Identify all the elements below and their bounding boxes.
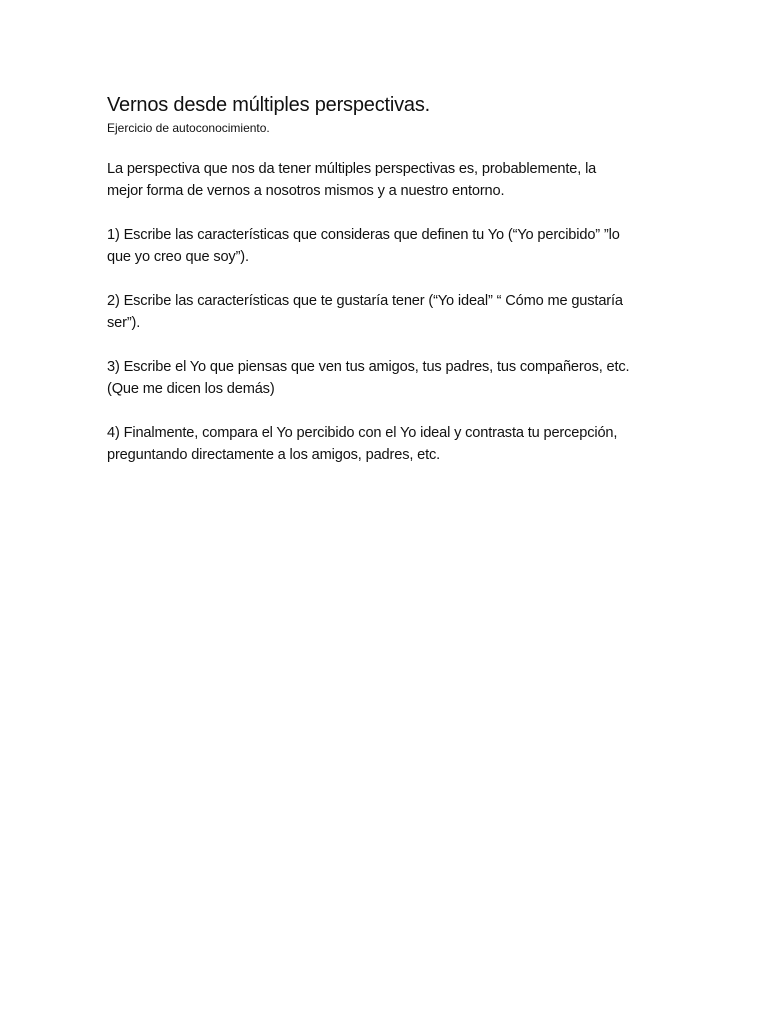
exercise-item-1 xyxy=(107,224,692,268)
exercise-item-4-line-2: preguntando directamente a los amigos, padres, etc. xyxy=(107,447,441,463)
exercise-item-1-line-2: que yo creo que soy”). xyxy=(107,249,249,265)
exercise-item-3 xyxy=(107,356,692,400)
intro-line-2: mejor forma de vernos a nosotros mismos y a nuestro entorno. xyxy=(107,183,505,199)
exercise-item-4-line-1: 4) Finalmente, compara el Yo percibido con el Yo ideal y contrasta tu percepción, xyxy=(107,425,618,441)
document-page xyxy=(107,92,692,466)
document-subtitle: Ejercicio de autoconocimiento. xyxy=(107,121,270,135)
exercise-item-2 xyxy=(107,290,692,334)
intro-paragraph xyxy=(107,158,692,202)
document-title: Vernos desde múltiples perspectivas. xyxy=(107,94,430,116)
exercise-item-3-line-2: (Que me dicen los demás) xyxy=(107,381,275,397)
intro-line-1: La perspectiva que nos da tener múltiples perspectivas es, probablemente, la xyxy=(107,161,597,177)
exercise-item-1-line-1: 1) Escribe las características que consideras que definen tu Yo (“Yo percibido” ”lo xyxy=(107,227,620,243)
exercise-item-4 xyxy=(107,422,692,466)
exercise-item-2-line-2: ser”). xyxy=(107,315,141,331)
exercise-item-2-line-1: 2) Escribe las características que te gustaría tener (“Yo ideal” “ Cómo me gustaría xyxy=(107,293,623,309)
exercise-item-3-line-1: 3) Escribe el Yo que piensas que ven tus amigos, tus padres, tus compañeros, etc. xyxy=(107,359,630,375)
